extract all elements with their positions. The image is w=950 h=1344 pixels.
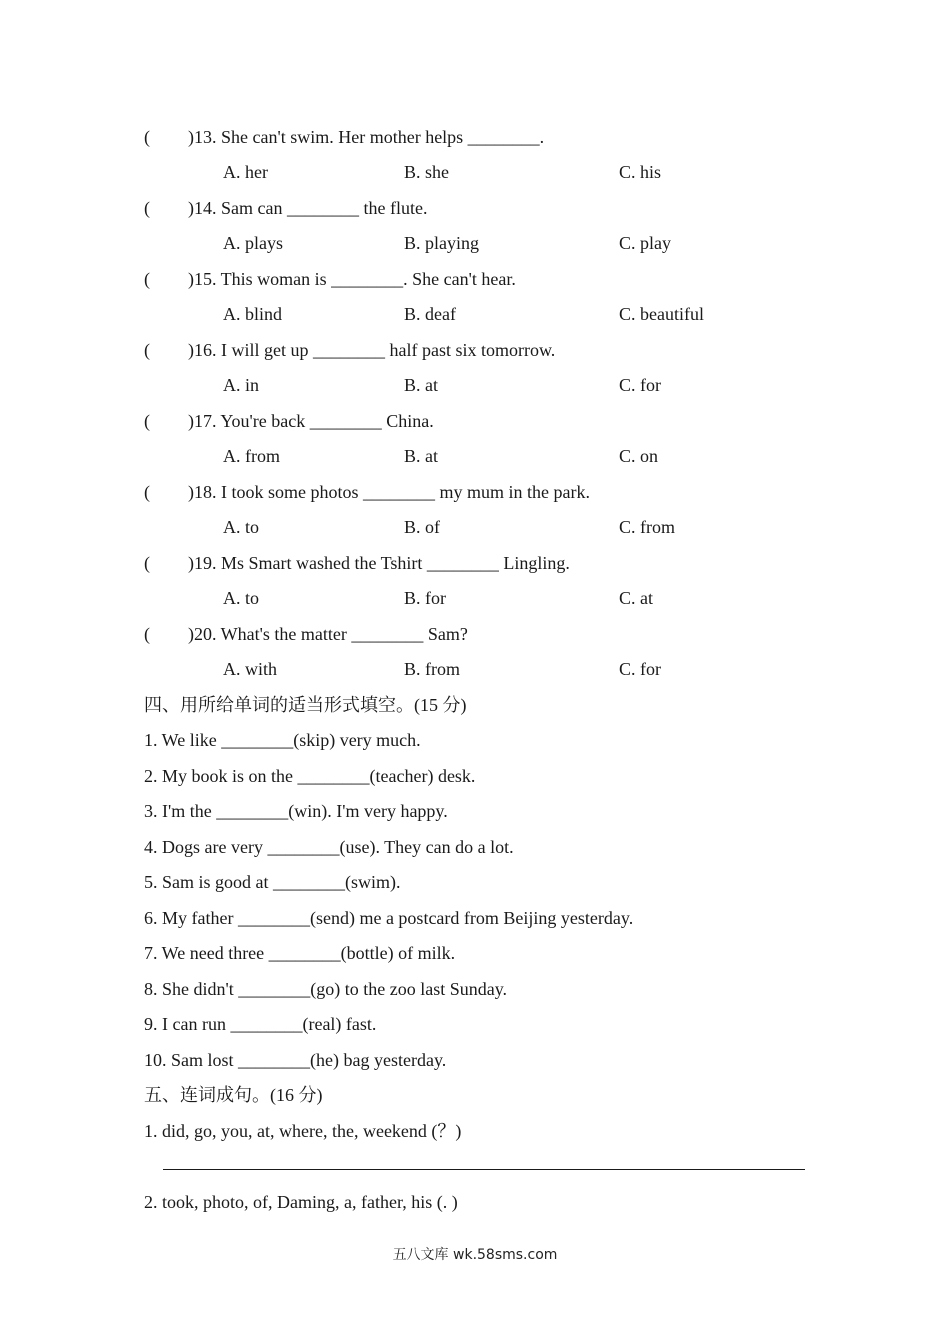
question-15 — [144, 267, 516, 291]
question-13 — [144, 125, 544, 149]
fill-item: 3. I'm the ________(win). I'm very happy. — [144, 801, 448, 821]
option-b: B. deaf — [404, 304, 456, 324]
answer-paren[interactable]: ( — [144, 269, 150, 289]
answer-paren[interactable]: ( — [144, 198, 150, 218]
option-b: B. she — [404, 162, 449, 182]
option-b: B. for — [404, 588, 446, 608]
option-c: C. at — [619, 588, 653, 608]
question-text: )13. She can't swim. Her mother helps ________. — [188, 127, 545, 147]
option-a: A. her — [223, 162, 268, 182]
option-a: A. blind — [223, 304, 283, 324]
option-c: C. play — [619, 233, 671, 253]
option-c: C. his — [619, 162, 662, 182]
question-text: )17. You're back ________ China. — [188, 411, 434, 431]
fill-item: 10. Sam lost ________(he) bag yesterday. — [144, 1050, 447, 1070]
question-text: )16. I will get up ________ half past six tomorrow. — [188, 340, 556, 360]
option-b: B. from — [404, 659, 460, 679]
option-a: A. in — [223, 375, 259, 395]
fill-item: 5. Sam is good at ________(swim). — [144, 872, 401, 892]
option-a: A. to — [223, 588, 259, 608]
question-text: )19. Ms Smart washed the Tshirt ________ Lingling. — [188, 553, 570, 573]
question-18 — [144, 480, 590, 504]
option-c: C. beautiful — [619, 304, 704, 324]
option-b: B. at — [404, 375, 438, 395]
question-text: )14. Sam can ________ the flute. — [188, 198, 428, 218]
fill-item: 4. Dogs are very ________(use). They can do a lot. — [144, 837, 514, 857]
fill-item: 2. My book is on the ________(teacher) desk. — [144, 766, 476, 786]
question-16 — [144, 338, 555, 362]
option-a: A. from — [223, 446, 280, 466]
section-heading: 四、用所给单词的适当形式填空。(15 分) — [144, 695, 467, 715]
answer-paren[interactable]: ( — [144, 411, 150, 431]
fill-item: 7. We need three ________(bottle) of milk. — [144, 943, 456, 963]
option-c: C. for — [619, 659, 661, 679]
question-20 — [144, 622, 468, 646]
answer-line[interactable] — [163, 1169, 805, 1170]
question-text: )15. This woman is ________. She can't hear. — [188, 269, 516, 289]
option-b: B. playing — [404, 233, 479, 253]
option-b: B. of — [404, 517, 440, 537]
answer-paren[interactable]: ( — [144, 127, 150, 147]
option-a: A. to — [223, 517, 259, 537]
answer-paren[interactable]: ( — [144, 624, 150, 644]
answer-paren[interactable]: ( — [144, 553, 150, 573]
answer-paren[interactable]: ( — [144, 482, 150, 502]
question-text: )20. What's the matter ________ Sam? — [188, 624, 468, 644]
question-17 — [144, 409, 434, 433]
fill-item: 6. My father ________(send) me a postcard from Beijing yesterday. — [144, 908, 634, 928]
fill-item: 8. She didn't ________(go) to the zoo last Sunday. — [144, 979, 508, 999]
option-a: A. plays — [223, 233, 283, 253]
option-b: B. at — [404, 446, 438, 466]
option-a: A. with — [223, 659, 277, 679]
question-14 — [144, 196, 427, 220]
fill-item: 9. I can run ________(real) fast. — [144, 1014, 377, 1034]
fill-item: 1. We like ________(skip) very much. — [144, 730, 421, 750]
option-c: C. for — [619, 375, 661, 395]
footer-watermark: 五八文库 wk.58sms.com — [392, 1247, 558, 1263]
sentence-item: 2. took, photo, of, Daming, a, father, his (. ) — [144, 1192, 458, 1212]
question-text: )18. I took some photos ________ my mum in the park. — [188, 482, 590, 502]
section-heading: 五、连词成句。(16 分) — [144, 1085, 323, 1105]
option-c: C. on — [619, 446, 659, 466]
sentence-item: 1. did, go, you, at, where, the, weekend (？) — [144, 1121, 462, 1141]
question-19 — [144, 551, 570, 575]
answer-paren[interactable]: ( — [144, 340, 150, 360]
option-c: C. from — [619, 517, 675, 537]
